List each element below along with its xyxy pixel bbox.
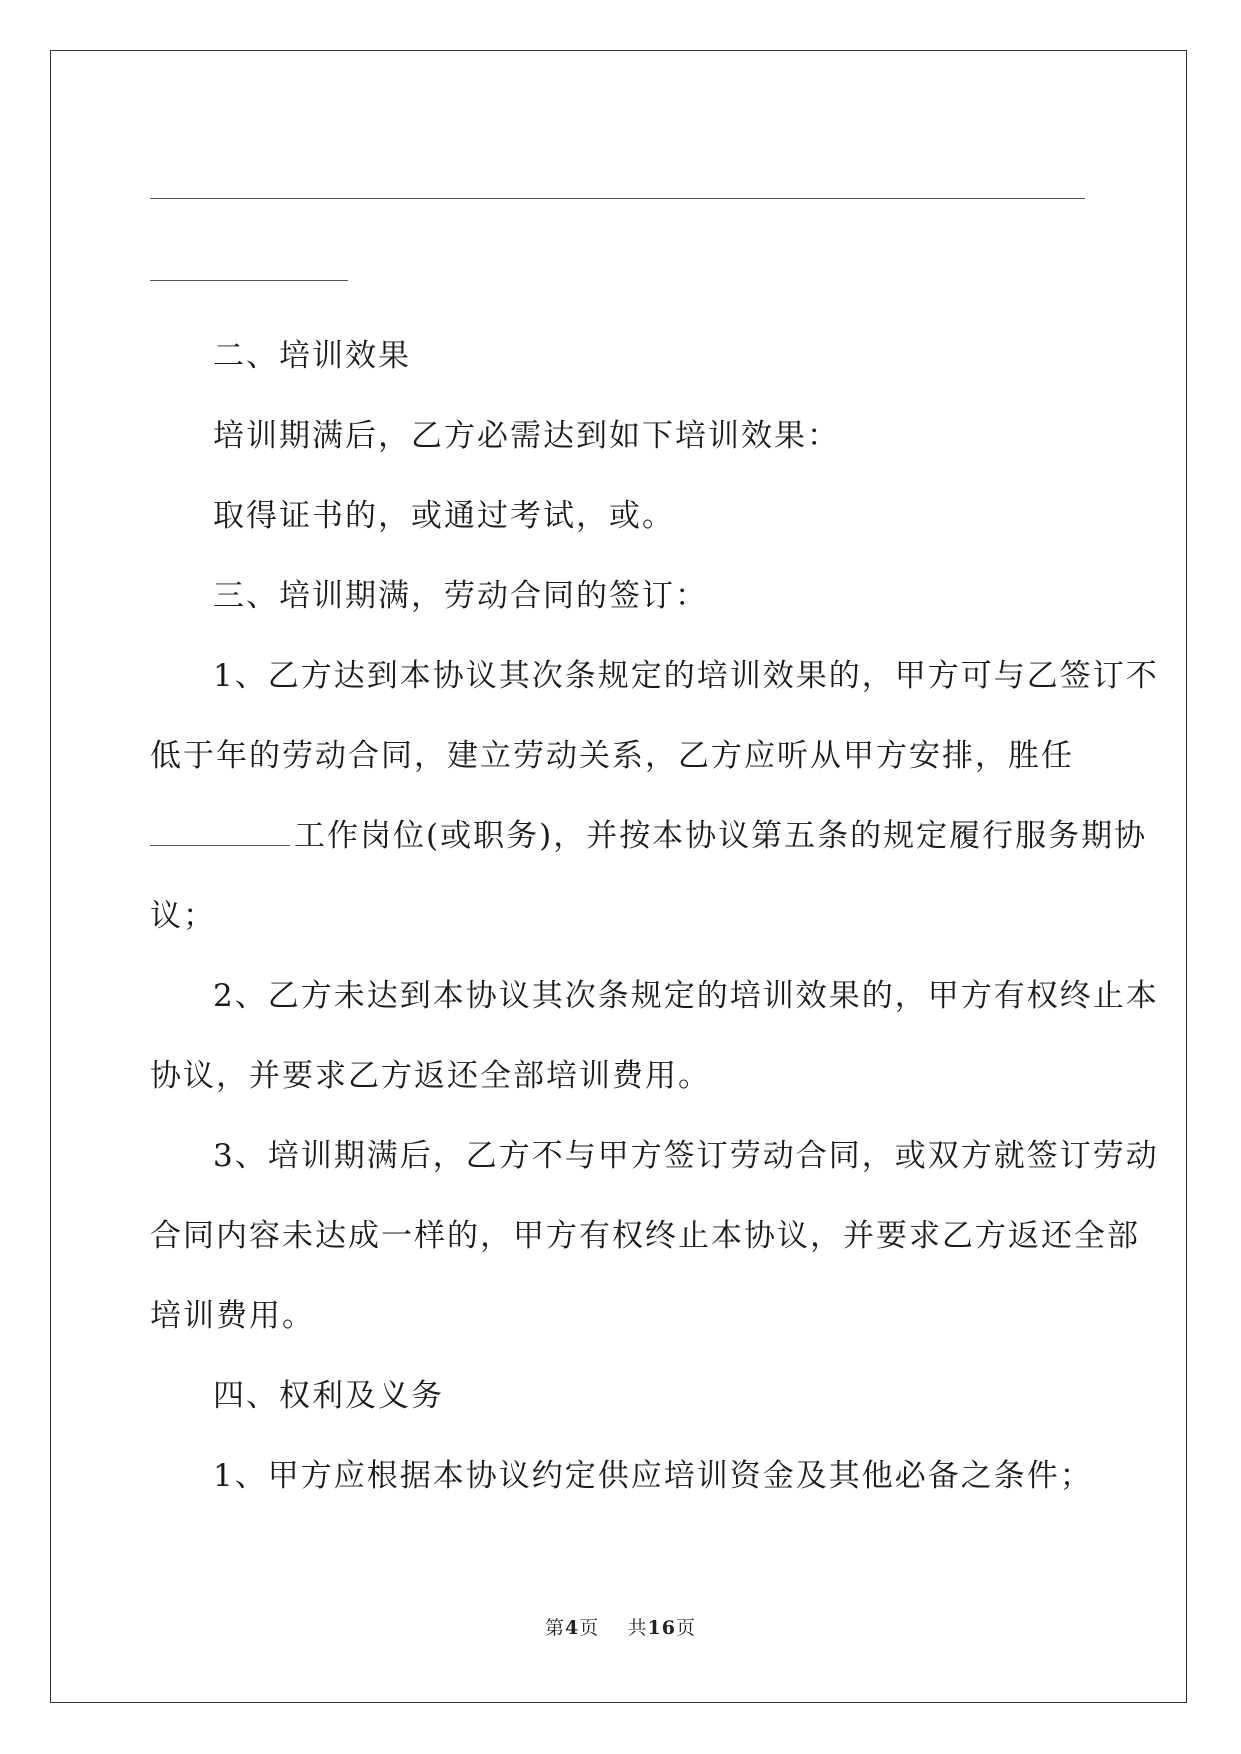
page-footer bbox=[0, 1613, 1241, 1640]
footer-page-prefix: 第 bbox=[545, 1617, 566, 1639]
section-2-title: 二、培训效果 bbox=[213, 338, 411, 374]
footer-page-unit: 页 bbox=[579, 1617, 600, 1639]
section-3-item-3-line-1: 3、培训期满后，乙方不与甲方签订劳动合同，或双方就签订劳动 bbox=[213, 1138, 1159, 1174]
section-3-item-3-line-2: 合同内容未达成一样的，甲方有权终止本协议，并要求乙方返还全部 bbox=[150, 1218, 1140, 1254]
section-4-item-1: 1、甲方应根据本协议约定供应培训资金及其他必备之条件； bbox=[213, 1458, 1093, 1494]
section-2-paragraph-1: 培训期满后，乙方必需达到如下培训效果： bbox=[213, 418, 840, 454]
section-3-item-2-line-1: 2、乙方未达到本协议其次条规定的培训效果的，甲方有权终止本 bbox=[213, 978, 1159, 1014]
footer-total-prefix: 共 bbox=[627, 1617, 648, 1639]
job-position-blank bbox=[150, 817, 290, 846]
section-3-item-1-line-4: 议； bbox=[150, 898, 216, 934]
section-3-item-3-line-3: 培训费用。 bbox=[150, 1298, 315, 1334]
footer-total-pages: 16 bbox=[647, 1617, 676, 1639]
section-3-item-2-line-2: 协议，并要求乙方返还全部培训费用。 bbox=[150, 1058, 711, 1094]
section-3-item-1-line-2: 低于年的劳动合同，建立劳动关系，乙方应听从甲方安排，胜任 bbox=[150, 738, 1074, 774]
section-3-title: 三、培训期满，劳动合同的签订： bbox=[213, 578, 708, 614]
section-4-title: 四、权利及义务 bbox=[213, 1378, 444, 1414]
section-2-paragraph-2: 取得证书的，或通过考试，或。 bbox=[213, 498, 675, 534]
footer-page-number: 4 bbox=[565, 1617, 580, 1639]
section-3-item-1-line-3-text: 工作岗位(或职务)，并按本协议第五条的规定履行服务期协 bbox=[294, 818, 1148, 854]
footer-total-unit: 页 bbox=[675, 1617, 696, 1639]
section-3-item-1-line-1: 1、乙方达到本协议其次条规定的培训效果的，甲方可与乙签订不 bbox=[213, 658, 1159, 694]
fill-in-line-1 bbox=[150, 198, 1085, 199]
section-3-item-1-line-3 bbox=[150, 816, 1148, 856]
fill-in-line-2 bbox=[150, 280, 348, 281]
